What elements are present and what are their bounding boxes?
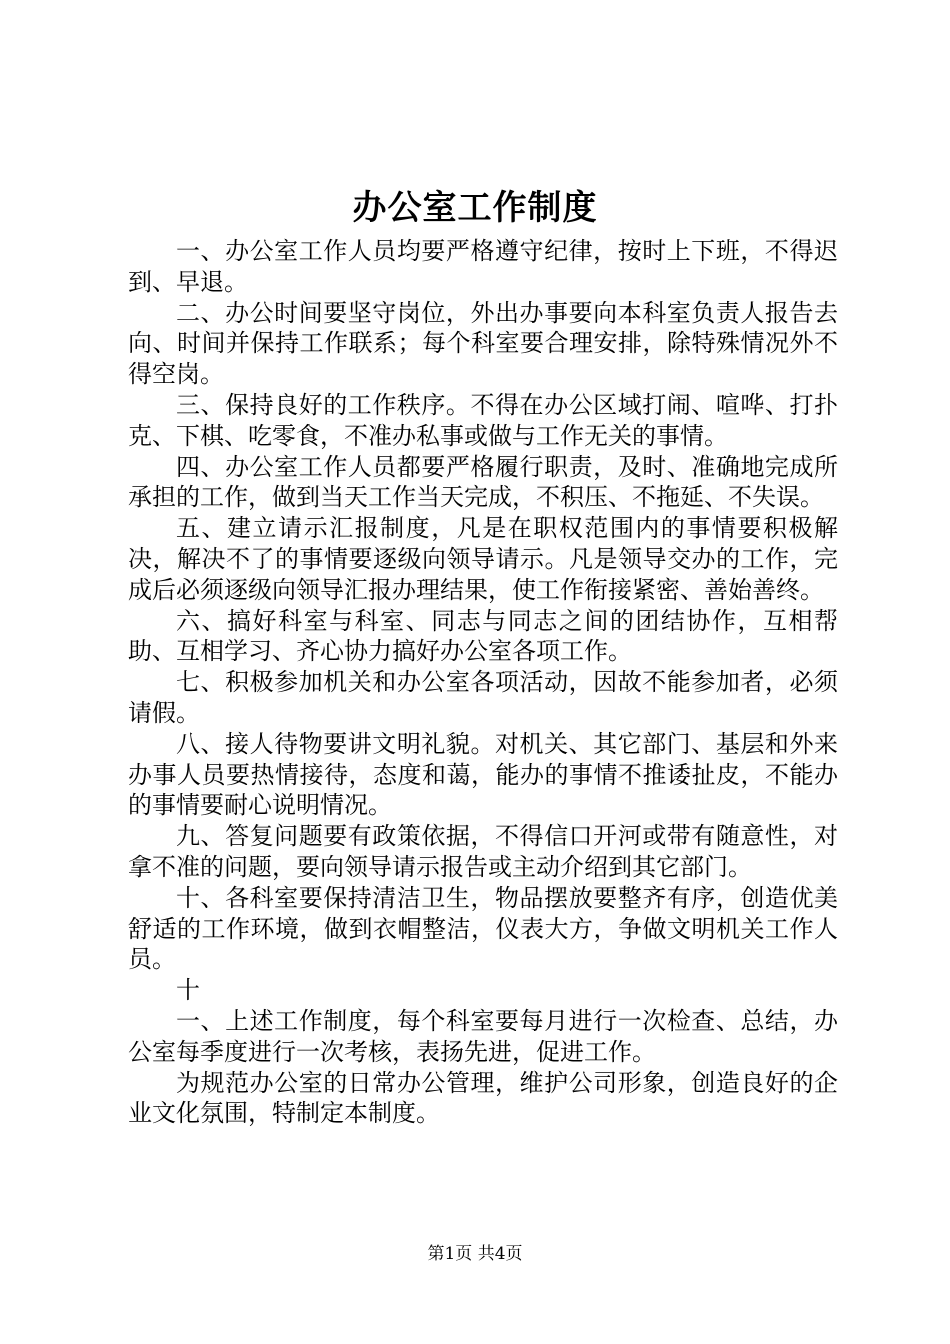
paragraph-10: 十、各科室要保持清洁卫生，物品摆放要整齐有序，创造优美舒适的工作环境，做到衣帽整洁，仪表大方，争做文明机关工作人员。 (128, 883, 838, 974)
paragraph-11: 一、上述工作制度，每个科室要每月进行一次检查、总结，办公室每季度进行一次考核，表扬先进，促进工作。 (128, 1006, 838, 1066)
paragraph-11-number: 十 (176, 976, 200, 1005)
paragraph-3: 三、保持良好的工作秩序。不得在办公区域打闹、喧哗、打扑克、下棋、吃零食，不准办私事或做与工作无关的事情。 (128, 390, 838, 450)
paragraph-4: 四、办公室工作人员都要严格履行职责，及时、准确地完成所承担的工作，做到当天工作当天完成，不积压、不拖延、不失误。 (128, 452, 838, 512)
paragraph-1: 一、办公室工作人员均要严格遵守纪律，按时上下班，不得迟到、早退。 (128, 237, 838, 296)
document-title: 办公室工作制度 (352, 188, 598, 228)
paragraph-closing: 为规范办公室的日常办公管理，维护公司形象，创造良好的企业文化氛围，特制定本制度。 (128, 1068, 838, 1128)
paragraph-7: 七、积极参加机关和办公室各项活动，因故不能参加者，必须请假。 (128, 668, 838, 727)
paragraph-2: 二、办公时间要坚守岗位，外出办事要向本科室负责人报告去向、时间并保持工作联系；每个科室要合理安排，除特殊情况外不得空岗。 (128, 298, 838, 389)
page-footer: 第1页 共4页 (427, 1244, 523, 1264)
paragraph-6: 六、搞好科室与科室、同志与同志之间的团结协作，互相帮助、互相学习、齐心协力搞好办公室各项工作。 (128, 606, 838, 666)
paragraph-8: 八、接人待物要讲文明礼貌。对机关、其它部门、基层和外来办事人员要热情接待，态度和蔼，能办的事情不推诿扯皮，不能办的事情要耐心说明情况。 (128, 729, 838, 820)
document-body (128, 236, 838, 1129)
paragraph-5: 五、建立请示汇报制度，凡是在职权范围内的事情要积极解决，解决不了的事情要逐级向领导请示。凡是领导交办的工作，完成后必须逐级向领导汇报办理结果，使工作衔接紧密、善始善终。 (128, 514, 838, 604)
paragraph-9: 九、答复问题要有政策依据，不得信口开河或带有随意性，对拿不准的问题，要向领导请示报告或主动介绍到其它部门。 (128, 822, 838, 881)
